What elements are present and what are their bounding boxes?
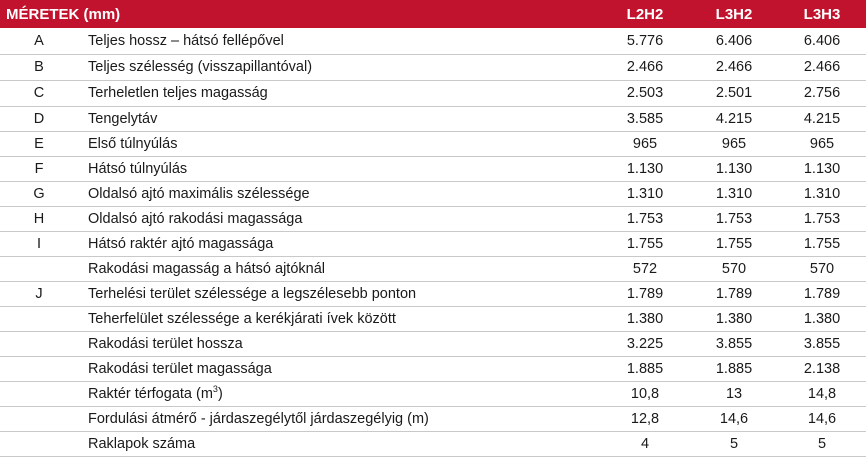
value-l3h3: 2.138 (803, 360, 841, 377)
row-letter (0, 256, 78, 281)
table-row (0, 281, 866, 306)
row-label: Terheletlen teljes magasság (88, 85, 268, 101)
value-l3h3: 1.130 (803, 160, 841, 177)
column-header-l3h2: L3H2 (715, 5, 753, 23)
value-l3h2: 1.310 (715, 185, 753, 202)
row-label-superscript: 3 (212, 383, 218, 394)
table-row (0, 80, 866, 106)
value-l3h2: 1.885 (715, 360, 753, 377)
table-row (0, 306, 866, 331)
value-l2h2: 2.466 (626, 59, 664, 75)
value-l2h2: 1.130 (626, 160, 664, 177)
table-row (0, 106, 866, 131)
value-l2h2: 1.755 (626, 235, 664, 252)
row-label: Tengelytáv (88, 110, 158, 127)
row-letter (0, 356, 78, 381)
value-l2h2: 1.380 (626, 310, 664, 327)
value-l3h3: 570 (809, 260, 835, 277)
table-body (0, 28, 866, 456)
row-label: Rakodási terület magassága (88, 360, 272, 377)
table-row (0, 28, 866, 54)
row-letter: A (34, 32, 44, 49)
table-row (0, 131, 866, 156)
table-row (0, 356, 866, 381)
row-letter: F (34, 160, 44, 177)
value-l2h2: 2.503 (626, 85, 664, 101)
value-l3h3: 6.406 (803, 32, 841, 49)
row-letter: E (34, 135, 44, 152)
row-letter: B (34, 59, 44, 75)
value-l3h3: 1.789 (803, 285, 841, 302)
value-l2h2: 1.753 (626, 210, 664, 227)
column-header-l2h2: L2H2 (626, 5, 664, 23)
value-l3h3: 1.380 (803, 310, 841, 327)
row-label: Raklapok száma (88, 435, 196, 452)
row-label: Teljes szélesség (visszapillantóval) (88, 59, 313, 75)
value-l2h2: 572 (632, 260, 658, 277)
header-row (0, 0, 866, 28)
row-label (78, 381, 600, 406)
value-l3h2: 1.380 (715, 310, 753, 327)
row-label-suffix: ) (217, 385, 223, 402)
table-row (0, 156, 866, 181)
table-row (0, 406, 866, 431)
table-row (0, 381, 866, 406)
table-row (0, 181, 866, 206)
value-l2h2: 1.789 (626, 285, 664, 302)
value-l3h3: 5 (817, 435, 827, 452)
value-l3h3: 14,8 (807, 385, 837, 402)
row-label: Rakodási terület hossza (88, 335, 243, 352)
row-letter (0, 431, 78, 456)
value-l3h2: 2.466 (715, 59, 753, 75)
value-l3h2: 6.406 (715, 32, 753, 49)
row-letter: J (35, 285, 43, 302)
table-row (0, 431, 866, 456)
row-letter: I (36, 235, 42, 252)
value-l2h2: 3.225 (626, 335, 664, 352)
column-header-l3h3: L3H3 (803, 5, 841, 23)
value-l3h3: 1.310 (803, 185, 841, 202)
table-row (0, 331, 866, 356)
value-l2h2: 12,8 (630, 410, 660, 427)
row-label: Hátsó raktér ajtó magassága (88, 235, 274, 252)
value-l3h2: 3.855 (715, 335, 753, 352)
row-letter: H (33, 210, 45, 227)
value-l3h2: 2.501 (715, 85, 753, 101)
row-letter: D (33, 110, 45, 127)
value-l3h3: 2.756 (803, 85, 841, 101)
table-row (0, 256, 866, 281)
row-label: Teherfelület szélessége a kerékjárati ívek között (88, 310, 396, 327)
row-label: Teljes hossz – hátsó fellépővel (88, 32, 284, 49)
value-l3h2: 570 (721, 260, 747, 277)
row-label: Oldalsó ajtó rakodási magassága (88, 210, 303, 227)
value-l3h2: 14,6 (719, 410, 749, 427)
value-l2h2: 965 (632, 135, 658, 152)
row-label: Oldalsó ajtó maximális szélessége (88, 185, 310, 202)
row-label: Hátsó túlnyúlás (88, 160, 188, 177)
row-letter (0, 306, 78, 331)
value-l2h2: 5.776 (626, 32, 664, 49)
row-label: Rakodási magasság a hátsó ajtóknál (88, 260, 325, 277)
row-label-text: Raktér térfogata (m (88, 385, 213, 402)
value-l3h2: 965 (721, 135, 747, 152)
table-row (0, 54, 866, 80)
table-row (0, 231, 866, 256)
row-letter: C (33, 85, 45, 101)
value-l3h3: 1.753 (803, 210, 841, 227)
value-l3h3: 2.466 (803, 59, 841, 75)
row-label: Fordulási átmérő - járdaszegélytől járdaszegélyig (m) (88, 410, 429, 427)
table-title: MÉRETEK (mm) (6, 5, 121, 23)
row-letter (0, 406, 78, 431)
value-l2h2: 1.310 (626, 185, 664, 202)
value-l3h3: 14,6 (807, 410, 837, 427)
value-l3h2: 1.753 (715, 210, 753, 227)
value-l3h2: 13 (725, 385, 743, 402)
row-label: Első túlnyúlás (88, 135, 178, 152)
value-l3h3: 965 (809, 135, 835, 152)
row-label: Terhelési terület szélessége a legszélesebb ponton (88, 285, 417, 302)
row-letter (0, 331, 78, 356)
value-l3h2: 5 (729, 435, 739, 452)
table-header (0, 0, 866, 28)
value-l3h2: 1.755 (715, 235, 753, 252)
value-l2h2: 4 (640, 435, 650, 452)
value-l3h2: 4.215 (715, 110, 753, 127)
value-l3h3: 4.215 (803, 110, 841, 127)
table-row (0, 206, 866, 231)
value-l2h2: 10,8 (630, 385, 660, 402)
value-l3h2: 1.130 (715, 160, 753, 177)
row-letter (0, 381, 78, 406)
row-letter: G (33, 185, 45, 202)
value-l3h3: 3.855 (803, 335, 841, 352)
value-l2h2: 3.585 (626, 110, 664, 127)
value-l3h3: 1.755 (803, 235, 841, 252)
value-l3h2: 1.789 (715, 285, 753, 302)
value-l2h2: 1.885 (626, 360, 664, 377)
